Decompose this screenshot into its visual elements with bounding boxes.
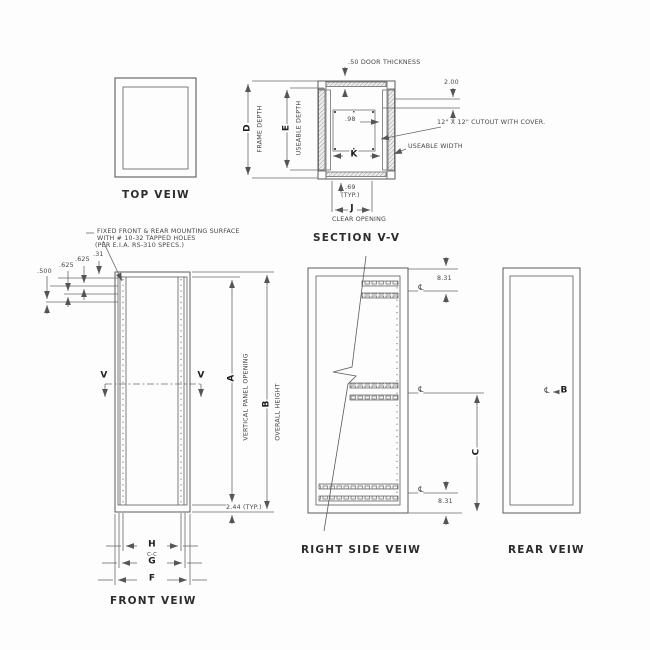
right-centerline-bottom-icon: ℄ [418,485,424,494]
front-dim-a: A [226,374,237,382]
right-centerline-top-icon: ℄ [418,283,424,292]
right-dim-8-31-bottom: 8.31 [438,498,453,505]
section-dim-d: D [242,124,253,132]
front-dim-h: H [148,539,156,550]
front-section-v-left: V [100,370,108,381]
section-clear-opening-label: CLEAR OPENING [332,216,387,223]
rear-dim-b: B [560,385,568,396]
section-title: SECTION V-V [313,232,401,244]
right-dim-8-31-top: 8.31 [437,275,452,282]
section-vv-linework [318,81,395,179]
front-dim-500: .500 [37,268,52,275]
section-dim-2-00: 2.00 [444,79,459,86]
front-dim-2-44: 2.44 (TYP.) [226,504,262,511]
front-callout-line2: WITH # 10-32 TAPPED HOLES [97,235,196,242]
right-side-view-title: RIGHT SIDE VEIW [301,544,422,556]
section-dim-k: K [350,149,358,160]
front-vertical-panel-opening-label: VERTICAL PANEL OPENING [242,353,250,441]
front-dim-f: F [148,573,156,584]
front-overall-height-label: OVERALL HEIGHT [274,383,282,441]
section-cutout-note: 12" X 12" CUTOUT WITH COVER. [437,119,546,126]
rear-view-title: REAR VEIW [508,544,585,556]
right-side-view-linework [308,256,408,531]
front-view-linework [115,272,190,512]
front-view-title: FRONT VEIW [110,595,197,607]
front-dim-625a: .625 [59,262,74,269]
section-useable-depth-label: USEABLE DEPTH [295,100,303,156]
rear-centerline-icon: ℄ [544,386,550,395]
front-dim-625b: .625 [75,256,90,263]
front-view-dimensions [46,233,274,585]
front-callout-line1: FIXED FRONT & REAR MOUNTING SURFACE [97,228,240,235]
section-dim-98: .98 [345,116,356,123]
section-useable-width-label: USEABLE WIDTH [408,143,463,150]
front-dim-31: .31 [93,251,104,258]
front-dim-b: B [261,400,272,408]
section-dim-e: E [281,124,292,132]
section-dim-j: J [350,203,354,214]
section-dim-69: .69 [345,184,356,191]
right-centerline-mid-icon: ℄ [418,385,424,394]
front-c-to-c-label: C-C [146,552,158,558]
front-callout-line3: (PER E.I.A. RS-310 SPECS.) [95,242,185,249]
top-view-title: TOP VEIW [122,189,190,201]
top-view-linework [115,78,196,177]
right-dim-c: C [471,448,482,456]
front-dim-g: G [148,556,156,567]
front-section-v-right: V [197,370,205,381]
section-frame-depth-label: FRAME DEPTH [256,105,264,153]
section-door-thickness-label: .50 DOOR THICKNESS [348,59,421,66]
section-typ-label: (TYP.) [341,192,360,199]
